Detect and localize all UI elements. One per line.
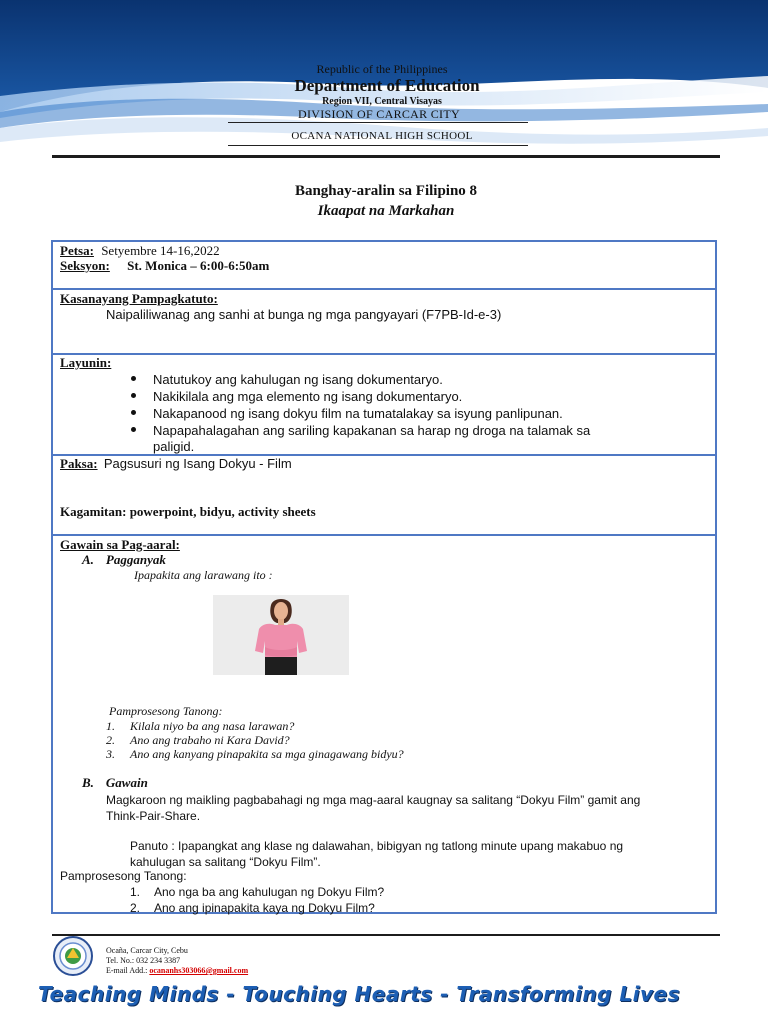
petsa-value: Setyembre 14-16,2022 (101, 243, 220, 258)
list-item: 1. Ano nga ba ang kahulugan ng Dokyu Film? (130, 885, 385, 899)
list-item: 2. Ano ang trabaho ni Kara David? (106, 733, 290, 747)
section-b-heading: B. Gawain (82, 775, 148, 790)
pamprosesong-label-a: Pamprosesong Tanong: (109, 704, 223, 718)
division-strike-line (228, 122, 528, 123)
school-name: OCANA NATIONAL HIGH SCHOOL (291, 130, 473, 142)
woman-in-pink-icon (213, 595, 349, 675)
row-divider (53, 353, 715, 355)
list-item: Napapahalagahan ang sariling kapakanan sa harap ng droga na talamak sa (153, 422, 590, 439)
telephone-text: Tel. No.: 032 234 3387 (106, 956, 181, 965)
gawain-questions (130, 884, 384, 916)
list-item: 1. Kilala niyo ba ang nasa larawan? (106, 719, 295, 733)
row-divider (53, 534, 715, 536)
email-line: E-mail Add.: ocananhs303066@gmail.com (106, 966, 249, 975)
school-seal-icon (53, 936, 93, 976)
seksyon-value: St. Monica – 6:00-6:50am (127, 258, 270, 273)
region-text: Region VII, Central Visayas (322, 96, 442, 107)
gawain-label: Gawain sa Pag-aaral: (60, 537, 180, 552)
pamprosesong-label-b: Pamprosesong Tanong: (60, 869, 187, 883)
letterhead (0, 62, 768, 143)
division-text: DIVISION OF CARCAR CITY (298, 107, 460, 121)
list-item: Nakikilala ang mga elemento ng isang dokumentaryo. (153, 388, 590, 405)
header-rule (52, 155, 720, 158)
paksa-line (60, 456, 292, 472)
gawain-description: Magkaroon ng maikling pagbabahagi ng mga mag-aaral kaugnay sa salitang “Dokyu Film” gamit ang Think-Pair-Share. (106, 793, 641, 823)
layunin-list (153, 371, 590, 454)
list-item: 3. Ano ang kanyang pinapakita sa mga ginagawang bidyu? (106, 747, 404, 761)
row-divider (53, 288, 715, 290)
lesson-title-block (0, 181, 768, 221)
list-item: Natutukoy ang kahulugan ng isang dokumentaryo. (153, 371, 590, 388)
lesson-plan-table (51, 240, 717, 914)
kara-david-photo (213, 595, 349, 675)
list-item: Nakapanood ng isang dokyu film na tumatalakay sa isyung panlipunan. (153, 405, 590, 422)
layunin-label: Layunin: (60, 355, 112, 370)
petsa-line (60, 243, 220, 259)
bullet-icon (131, 410, 136, 415)
quarter-subtitle: Ikaapat na Markahan (317, 203, 455, 219)
lesson-title: Banghay-aralin sa Filipino 8 (294, 183, 478, 199)
section-a-heading: A. Pagganyak (82, 552, 166, 567)
school-slogan: Teaching Minds - Touching Hearts - Transforming Lives (38, 982, 680, 1006)
seksyon-line (60, 258, 269, 274)
bullet-icon (131, 427, 136, 432)
pagganyak-questions (106, 719, 404, 761)
email-link[interactable]: ocananhs303066@gmail.com (149, 966, 249, 975)
bullet-icon (131, 376, 136, 381)
list-item: 2. Ano ang ipinapakita kaya ng Dokyu Film? (130, 901, 375, 915)
footer-rule (52, 934, 720, 936)
school-strike-line (228, 145, 528, 146)
pagganyak-instruction: Ipapakita ang larawang ito : (134, 568, 273, 582)
bullet-icon (131, 393, 136, 398)
paksa-label: Paksa: (60, 456, 98, 471)
address-text: Ocaña, Carcar City, Cebu (106, 946, 188, 955)
republic-text: Republic of the Philippines (316, 62, 448, 76)
list-item-continuation: paligid. (153, 439, 195, 454)
panuto-text: Panuto : Ipapangkat ang klase ng dalawahan, bibigyan ng tatlong minute upang makabuo ng kahulugan sa salitang “Dokyu Film”. (130, 839, 624, 869)
school-contact (106, 946, 248, 976)
kagamitan-text: Kagamitan: powerpoint, bidyu, activity sheets (60, 504, 316, 519)
petsa-label: Petsa: (60, 243, 94, 258)
kasanayan-label: Kasanayang Pampagkatuto: (60, 291, 218, 306)
department-title: Department of Education (294, 76, 480, 95)
seksyon-label: Seksyon: (60, 258, 110, 273)
paksa-value: Pagsusuri ng Isang Dokyu - Film (103, 456, 292, 471)
kasanayan-text: Naipaliliwanag ang sanhi at bunga ng mga pangyayari (F7PB-Id-e-3) (106, 307, 502, 322)
